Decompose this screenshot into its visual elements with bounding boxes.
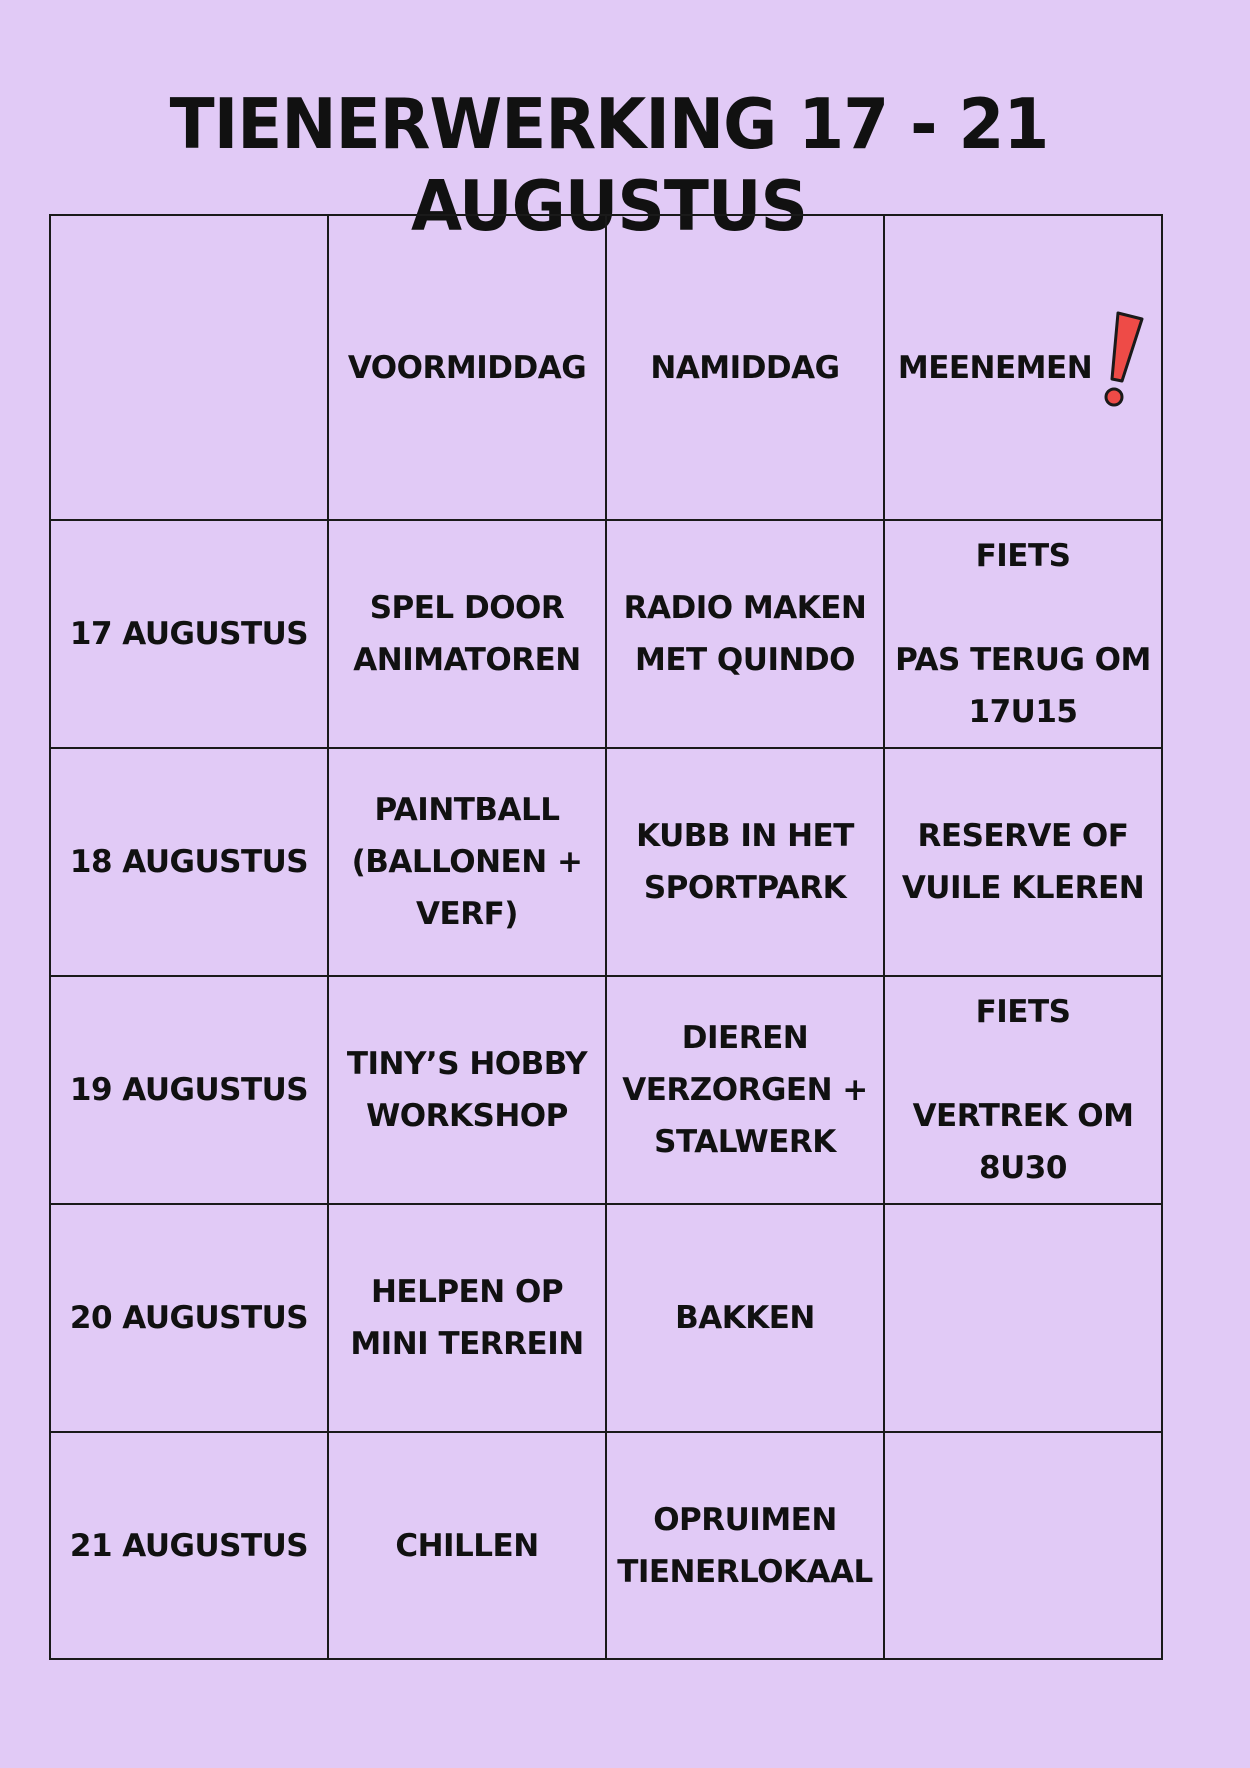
morning-line: TINY’S HOBBY	[346, 1046, 588, 1082]
morning-cell	[328, 1204, 606, 1432]
bring-line	[891, 1038, 1155, 1090]
morning-line: VERF)	[416, 896, 518, 932]
date-cell: 17 AUGUSTUS	[50, 520, 328, 748]
afternoon-cell	[606, 976, 884, 1204]
page-title: TIENERWERKING 17 - 21 AUGUSTUS	[169, 84, 1049, 247]
table-row	[50, 1432, 1162, 1659]
bring-cell	[884, 520, 1162, 748]
afternoon-line: MET QUINDO	[634, 642, 856, 678]
bring-cell	[884, 1432, 1162, 1659]
bring-line	[891, 582, 1155, 634]
morning-line: (BALLONEN +	[351, 844, 583, 880]
date-cell: 18 AUGUSTUS	[50, 748, 328, 976]
afternoon-line: DIEREN	[681, 1020, 809, 1056]
bring-line: PAS TERUG OM	[895, 642, 1151, 678]
header-namiddag: NAMIDDAG	[606, 215, 884, 520]
meenemen-label-wrap	[898, 317, 1148, 419]
date-cell: 20 AUGUSTUS	[50, 1204, 328, 1432]
afternoon-line: STALWERK	[654, 1124, 836, 1160]
afternoon-cell	[606, 1432, 884, 1659]
bring-line: VUILE KLEREN	[901, 870, 1145, 906]
morning-cell	[328, 748, 606, 976]
morning-line: HELPEN OP	[370, 1274, 564, 1310]
table-row	[50, 1204, 1162, 1432]
table-row	[50, 520, 1162, 748]
exclamation-icon	[1096, 309, 1148, 411]
date-cell: 19 AUGUSTUS	[50, 976, 328, 1204]
header-row	[50, 215, 1162, 520]
morning-cell	[328, 976, 606, 1204]
morning-line: MINI TERREIN	[350, 1326, 584, 1362]
afternoon-line: VERZORGEN +	[622, 1072, 868, 1108]
morning-line: ANIMATOREN	[353, 642, 581, 678]
header-voormiddag: VOORMIDDAG	[328, 215, 606, 520]
afternoon-line: RADIO MAKEN	[623, 590, 867, 626]
date-cell: 21 AUGUSTUS	[50, 1432, 328, 1659]
afternoon-cell	[606, 1204, 884, 1432]
meenemen-label: MEENEMEN	[897, 349, 1093, 386]
bring-cell	[884, 748, 1162, 976]
morning-cell	[328, 520, 606, 748]
bring-line: RESERVE OF	[917, 818, 1129, 854]
table-row	[50, 976, 1162, 1204]
morning-line: WORKSHOP	[366, 1098, 568, 1134]
morning-line: CHILLEN	[395, 1527, 539, 1564]
morning-cell	[328, 1432, 606, 1659]
bring-cell	[884, 1204, 1162, 1432]
morning-line: PAINTBALL	[374, 792, 560, 828]
header-meenemen	[884, 215, 1162, 520]
corner-cell	[50, 215, 328, 520]
bring-line: 8U30	[979, 1150, 1067, 1186]
bring-line: FIETS	[975, 538, 1071, 574]
afternoon-line: SPORTPARK	[643, 870, 847, 906]
table-row	[50, 748, 1162, 976]
afternoon-line: BAKKEN	[675, 1300, 815, 1336]
afternoon-line: TIENERLOKAAL	[617, 1553, 873, 1590]
afternoon-cell	[606, 520, 884, 748]
morning-line: SPEL DOOR	[369, 590, 565, 626]
bring-line: 17U15	[968, 694, 1078, 730]
afternoon-cell	[606, 748, 884, 976]
schedule-table	[49, 214, 1163, 1660]
bring-cell	[884, 976, 1162, 1204]
bring-line: FIETS	[975, 994, 1071, 1030]
afternoon-line: KUBB IN HET	[636, 818, 854, 854]
afternoon-line: OPRUIMEN	[653, 1501, 837, 1538]
bring-line: VERTREK OM	[912, 1098, 1134, 1134]
